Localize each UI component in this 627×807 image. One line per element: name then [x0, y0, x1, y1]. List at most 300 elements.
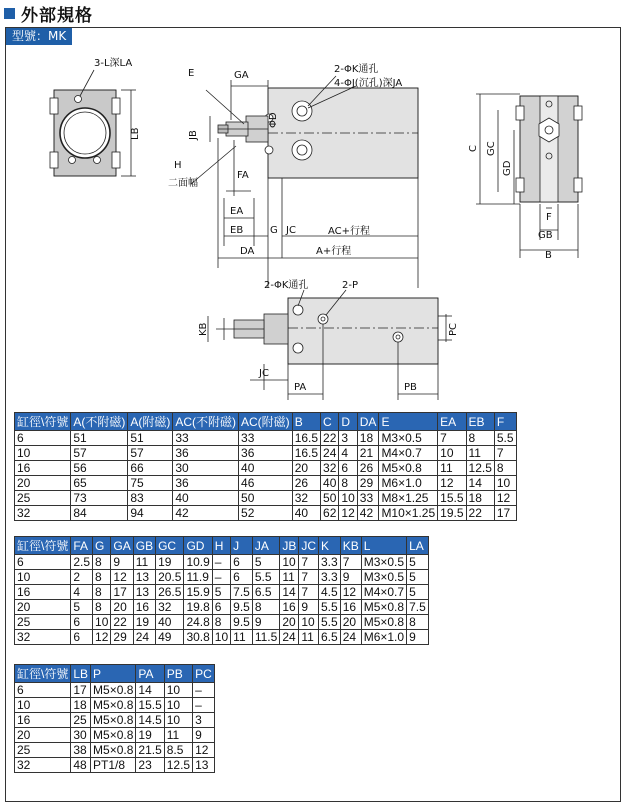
- table-cell: 32: [15, 506, 71, 521]
- table-cell: 84: [71, 506, 128, 521]
- table-cell: 42: [357, 506, 379, 521]
- table-cell: 5.5: [319, 600, 341, 615]
- table-cell: 15.5: [136, 698, 164, 713]
- table-cell: 6: [71, 630, 93, 645]
- table-cell: 8: [494, 461, 516, 476]
- label-phi-d: ΦD: [268, 112, 279, 128]
- table-cell: 5: [407, 570, 429, 585]
- table-cell: 40: [292, 506, 320, 521]
- table-cell: 4: [71, 585, 93, 600]
- table-cell: 14: [280, 585, 299, 600]
- table-cell: 4: [339, 446, 357, 461]
- table-header-cell: PB: [164, 665, 192, 683]
- table-cell: 11: [466, 446, 494, 461]
- table-cell: 25: [15, 743, 71, 758]
- label-pa: PA: [294, 382, 307, 393]
- table-cell: M5×0.8: [361, 600, 406, 615]
- table-cell: 5.5: [252, 570, 279, 585]
- table-cell: 13: [193, 758, 215, 773]
- table-row: [15, 600, 429, 615]
- table-header-cell: L: [361, 537, 406, 555]
- table-row: [15, 743, 215, 758]
- table-cell: 16.5: [292, 431, 320, 446]
- table-cell: 7: [299, 570, 319, 585]
- table-cell: 26.5: [156, 585, 184, 600]
- table-cell: 7: [494, 446, 516, 461]
- table-cell: 10: [164, 713, 192, 728]
- table-cell: 7: [299, 585, 319, 600]
- table-cell: 16: [280, 600, 299, 615]
- table-row: [15, 713, 215, 728]
- table-cell: 6: [15, 683, 71, 698]
- table-header-cell: JA: [252, 537, 279, 555]
- table-cell: 12: [494, 491, 516, 506]
- table-header-cell: 缸徑\符號: [15, 537, 71, 555]
- table-cell: 20: [15, 600, 71, 615]
- table-cell: 16: [340, 600, 361, 615]
- table-cell: M5×0.8: [91, 713, 136, 728]
- table-row: [15, 698, 215, 713]
- table-cell: 36: [239, 446, 293, 461]
- table-cell: M4×0.7: [379, 446, 438, 461]
- table-header-row: [15, 537, 429, 555]
- table-cell: 14: [136, 683, 164, 698]
- table-cell: 3: [193, 713, 215, 728]
- table-cell: 7: [340, 555, 361, 570]
- table-cell: 10: [438, 446, 466, 461]
- table-cell: 21: [357, 446, 379, 461]
- table-cell: M5×0.8: [91, 728, 136, 743]
- table-cell: 8.5: [164, 743, 192, 758]
- table-cell: 4.5: [319, 585, 341, 600]
- table-cell: 11.9: [184, 570, 212, 585]
- label-gd: GD: [502, 160, 513, 176]
- label-e: E: [188, 68, 195, 79]
- label-c: C: [468, 145, 479, 152]
- table-cell: 7: [438, 431, 466, 446]
- table-row: [15, 476, 517, 491]
- table-row: [15, 506, 517, 521]
- table-cell: 15.5: [438, 491, 466, 506]
- table-cell: 7.5: [231, 585, 253, 600]
- table-cell: 42: [173, 506, 239, 521]
- table-cell: 12: [339, 506, 357, 521]
- table-row: [15, 615, 429, 630]
- table-cell: 38: [71, 743, 91, 758]
- table-cell: 20: [15, 476, 71, 491]
- table-row: [15, 728, 215, 743]
- table-cell: 24: [133, 630, 155, 645]
- table-cell: M3×0.5: [379, 431, 438, 446]
- table-cell: 10: [15, 570, 71, 585]
- table-cell: 40: [156, 615, 184, 630]
- table-cell: 11: [299, 630, 319, 645]
- table-cell: 25: [15, 491, 71, 506]
- table-cell: 36: [173, 476, 239, 491]
- table-cell: 11.5: [252, 630, 279, 645]
- table-cell: 19: [156, 555, 184, 570]
- table-cell: 2: [71, 570, 93, 585]
- table-header-cell: LB: [71, 665, 91, 683]
- table-cell: 8: [93, 555, 111, 570]
- table-cell: 3.3: [319, 570, 341, 585]
- table-header-cell: G: [93, 537, 111, 555]
- table-header-cell: GA: [111, 537, 133, 555]
- table-cell: M5×0.8: [379, 461, 438, 476]
- table-cell: 9: [407, 630, 429, 645]
- table-cell: 46: [239, 476, 293, 491]
- table-cell: 15.9: [184, 585, 212, 600]
- table-header-cell: JB: [280, 537, 299, 555]
- table-cell: 14: [466, 476, 494, 491]
- table-cell: 23: [136, 758, 164, 773]
- table-cell: 10: [15, 446, 71, 461]
- table-cell: 8: [93, 585, 111, 600]
- table-cell: 10: [212, 630, 230, 645]
- dimension-drawing: [6, 28, 622, 408]
- table-header-cell: B: [292, 413, 320, 431]
- table-cell: 10: [280, 555, 299, 570]
- table-cell: 57: [128, 446, 173, 461]
- label-jb: JB: [188, 130, 199, 140]
- table-cell: 21.5: [136, 743, 164, 758]
- label-pc: PC: [448, 322, 459, 336]
- table-cell: 20: [280, 615, 299, 630]
- label-kb: KB: [198, 322, 209, 336]
- table-cell: 6: [71, 615, 93, 630]
- table-cell: 62: [321, 506, 339, 521]
- table-cell: 13: [133, 570, 155, 585]
- table-cell: 16: [133, 600, 155, 615]
- table-cell: 12.5: [466, 461, 494, 476]
- table-cell: 24: [340, 630, 361, 645]
- table-cell: 6: [339, 461, 357, 476]
- table-row: [15, 446, 517, 461]
- table-cell: 16: [15, 713, 71, 728]
- table-cell: 8: [212, 615, 230, 630]
- label-l-depth: 3-L深LA: [94, 58, 133, 69]
- table-row: [15, 758, 215, 773]
- table-header-cell: PC: [193, 665, 215, 683]
- label-lb: LB: [130, 127, 141, 140]
- table-cell: 50: [239, 491, 293, 506]
- model-label: 型號：MK: [6, 28, 72, 45]
- table-cell: 12: [193, 743, 215, 758]
- table-cell: 30.8: [184, 630, 212, 645]
- table-cell: 6.5: [319, 630, 341, 645]
- table-cell: 9: [252, 615, 279, 630]
- table-cell: 11: [438, 461, 466, 476]
- label-k-hole: 2-ΦK通孔: [334, 64, 379, 75]
- table-header-cell: JC: [299, 537, 319, 555]
- table-cell: 56: [71, 461, 128, 476]
- table-cell: 12.5: [164, 758, 192, 773]
- table-row: [15, 555, 429, 570]
- table-cell: 49: [156, 630, 184, 645]
- table-cell: 10: [299, 615, 319, 630]
- section-title: 外部規格: [21, 5, 93, 26]
- table-cell: 83: [128, 491, 173, 506]
- table-cell: 10: [494, 476, 516, 491]
- table-cell: 11: [231, 630, 253, 645]
- label-k-hole-bottom: 2-ΦK通孔: [264, 280, 309, 291]
- label-p: 2-P: [342, 280, 359, 291]
- table-cell: 17: [71, 683, 91, 698]
- table-header-cell: A(附磁): [128, 413, 173, 431]
- table-cell: 94: [128, 506, 173, 521]
- label-g: G: [270, 225, 278, 236]
- label-jc-bottom: JC: [259, 368, 269, 379]
- table-header-cell: AC(附磁): [239, 413, 293, 431]
- table-cell: 8: [339, 476, 357, 491]
- table-cell: 14.5: [136, 713, 164, 728]
- table-cell: 32: [15, 630, 71, 645]
- table-cell: 9.5: [231, 600, 253, 615]
- table-header-cell: P: [91, 665, 136, 683]
- table-cell: M6×1.0: [361, 630, 406, 645]
- table-cell: 2.5: [71, 555, 93, 570]
- table-header-cell: EB: [466, 413, 494, 431]
- table-cell: 19: [133, 615, 155, 630]
- table-cell: 32: [292, 491, 320, 506]
- label-ac-stroke: AC+行程: [328, 226, 371, 237]
- label-ga: GA: [234, 70, 249, 81]
- table-cell: 18: [71, 698, 91, 713]
- table-cell: 24: [321, 446, 339, 461]
- table-cell: 6.5: [252, 585, 279, 600]
- label-eb: EB: [230, 225, 244, 236]
- table-cell: 10: [164, 683, 192, 698]
- table-cell: 65: [71, 476, 128, 491]
- table-cell: 8: [466, 431, 494, 446]
- table-header-cell: GD: [184, 537, 212, 555]
- table-cell: 32: [15, 758, 71, 773]
- table-cell: 6: [15, 555, 71, 570]
- table-cell: 5.5: [319, 615, 341, 630]
- table-header-cell: H: [212, 537, 230, 555]
- table-cell: 7: [299, 555, 319, 570]
- table-cell: 5: [212, 585, 230, 600]
- table-cell: 16.5: [292, 446, 320, 461]
- table-cell: M5×0.8: [91, 698, 136, 713]
- table-header-cell: J: [231, 537, 253, 555]
- table-header-cell: DA: [357, 413, 379, 431]
- table-cell: 12: [93, 630, 111, 645]
- table-header-cell: 缸徑\符號: [15, 665, 71, 683]
- table-header-cell: PA: [136, 665, 164, 683]
- table-cell: 7.5: [407, 600, 429, 615]
- table-cell: 24.8: [184, 615, 212, 630]
- table-cell: 22: [111, 615, 133, 630]
- table-cell: 22: [321, 431, 339, 446]
- table-cell: 5.5: [494, 431, 516, 446]
- label-ea: EA: [230, 206, 244, 217]
- table-row: [15, 461, 517, 476]
- table-cell: 8: [407, 615, 429, 630]
- table-cell: 25: [71, 713, 91, 728]
- table-header-row: [15, 413, 517, 431]
- table-cell: 10: [15, 698, 71, 713]
- table-cell: 10: [93, 615, 111, 630]
- table-cell: 8: [93, 600, 111, 615]
- table-cell: 29: [357, 476, 379, 491]
- table-cell: 5: [71, 600, 93, 615]
- table-cell: 10: [339, 491, 357, 506]
- table-cell: 51: [71, 431, 128, 446]
- label-f: F: [546, 212, 552, 223]
- table-cell: 20: [111, 600, 133, 615]
- table-header-cell: A(不附磁): [71, 413, 128, 431]
- table-header-cell: AC(不附磁): [173, 413, 239, 431]
- table-header-cell: 缸徑\符號: [15, 413, 71, 431]
- label-b: B: [545, 250, 552, 261]
- table-cell: 29: [111, 630, 133, 645]
- table-cell: 3.3: [319, 555, 341, 570]
- table-cell: 40: [239, 461, 293, 476]
- table-cell: 75: [128, 476, 173, 491]
- table-header-cell: D: [339, 413, 357, 431]
- table-header-cell: EA: [438, 413, 466, 431]
- table-cell: 12: [111, 570, 133, 585]
- table-cell: PT1/8: [91, 758, 136, 773]
- table-cell: 33: [239, 431, 293, 446]
- table-cell: 24: [280, 630, 299, 645]
- table-cell: 26: [357, 461, 379, 476]
- table-cell: 9: [340, 570, 361, 585]
- table-cell: M5×0.8: [91, 683, 136, 698]
- table-cell: M3×0.5: [361, 570, 406, 585]
- table-cell: 30: [71, 728, 91, 743]
- table-cell: 32: [321, 461, 339, 476]
- section-bullet-icon: [4, 8, 15, 19]
- table-cell: 9: [111, 555, 133, 570]
- table-cell: 6: [212, 600, 230, 615]
- table-cell: 20: [340, 615, 361, 630]
- table-cell: 3: [339, 431, 357, 446]
- table-cell: 48: [71, 758, 91, 773]
- table-cell: M5×0.8: [361, 615, 406, 630]
- spec-table-3: [14, 664, 215, 773]
- table-cell: 17: [111, 585, 133, 600]
- table-row: [15, 630, 429, 645]
- table-cell: M6×1.0: [379, 476, 438, 491]
- table-cell: 8: [252, 600, 279, 615]
- table-cell: 40: [173, 491, 239, 506]
- label-a-stroke: A+行程: [316, 246, 352, 257]
- table-cell: M4×0.7: [361, 585, 406, 600]
- table-cell: 11: [164, 728, 192, 743]
- table-cell: –: [193, 698, 215, 713]
- table-cell: 36: [173, 446, 239, 461]
- table-header-cell: FA: [71, 537, 93, 555]
- table-row: [15, 570, 429, 585]
- table-header-cell: C: [321, 413, 339, 431]
- table-cell: 5: [252, 555, 279, 570]
- table-cell: 20.5: [156, 570, 184, 585]
- table-cell: 20: [15, 728, 71, 743]
- table-cell: 50: [321, 491, 339, 506]
- table-cell: 5: [407, 585, 429, 600]
- label-jc: JC: [286, 225, 296, 236]
- table-cell: 26: [292, 476, 320, 491]
- table-row: [15, 683, 215, 698]
- table-cell: –: [193, 683, 215, 698]
- label-pb: PB: [404, 382, 417, 393]
- table-row: [15, 585, 429, 600]
- table-cell: 40: [321, 476, 339, 491]
- table-cell: 12: [340, 585, 361, 600]
- label-gc: GC: [486, 141, 497, 156]
- table-cell: 18: [357, 431, 379, 446]
- table-cell: 19.5: [438, 506, 466, 521]
- table-cell: 19.8: [184, 600, 212, 615]
- table-header-cell: GB: [133, 537, 155, 555]
- table-header-cell: K: [319, 537, 341, 555]
- table-cell: 73: [71, 491, 128, 506]
- spec-table-2: [14, 536, 429, 645]
- table-cell: 52: [239, 506, 293, 521]
- label-two-face: 二面幅: [168, 178, 198, 189]
- table-cell: 33: [173, 431, 239, 446]
- label-gb: GB: [538, 230, 553, 241]
- table-cell: 9: [193, 728, 215, 743]
- table-cell: –: [212, 555, 230, 570]
- table-cell: M8×1.25: [379, 491, 438, 506]
- table-cell: M10×1.25: [379, 506, 438, 521]
- table-header-cell: KB: [340, 537, 361, 555]
- table-header-cell: F: [494, 413, 516, 431]
- table-header-cell: GC: [156, 537, 184, 555]
- table-cell: –: [212, 570, 230, 585]
- table-cell: 11: [133, 555, 155, 570]
- table-cell: 9: [299, 600, 319, 615]
- table-cell: 66: [128, 461, 173, 476]
- table-cell: 22: [466, 506, 494, 521]
- table-cell: M3×0.5: [361, 555, 406, 570]
- table-cell: 11: [280, 570, 299, 585]
- table-cell: 57: [71, 446, 128, 461]
- table-cell: 16: [15, 585, 71, 600]
- table-cell: 51: [128, 431, 173, 446]
- table-cell: 33: [357, 491, 379, 506]
- table-cell: 19: [136, 728, 164, 743]
- table-cell: 25: [15, 615, 71, 630]
- section-header: [4, 0, 93, 26]
- table-row: [15, 491, 517, 506]
- table-cell: 8: [93, 570, 111, 585]
- table-cell: 20: [292, 461, 320, 476]
- table-cell: 18: [466, 491, 494, 506]
- table-cell: M5×0.8: [91, 743, 136, 758]
- table-cell: 6: [231, 555, 253, 570]
- table-cell: 16: [15, 461, 71, 476]
- table-header-cell: E: [379, 413, 438, 431]
- table-header-row: [15, 665, 215, 683]
- spec-table-1: [14, 412, 517, 521]
- table-cell: 6: [231, 570, 253, 585]
- table-cell: 13: [133, 585, 155, 600]
- table-cell: 6: [15, 431, 71, 446]
- table-header-cell: LA: [407, 537, 429, 555]
- table-cell: 10.9: [184, 555, 212, 570]
- label-j-hole: 4-ΦJ(沉孔)深JA: [334, 78, 403, 89]
- table-cell: 5: [407, 555, 429, 570]
- table-cell: 10: [164, 698, 192, 713]
- table-cell: 9.5: [231, 615, 253, 630]
- table-cell: 17: [494, 506, 516, 521]
- label-da: DA: [240, 246, 255, 257]
- table-row: [15, 431, 517, 446]
